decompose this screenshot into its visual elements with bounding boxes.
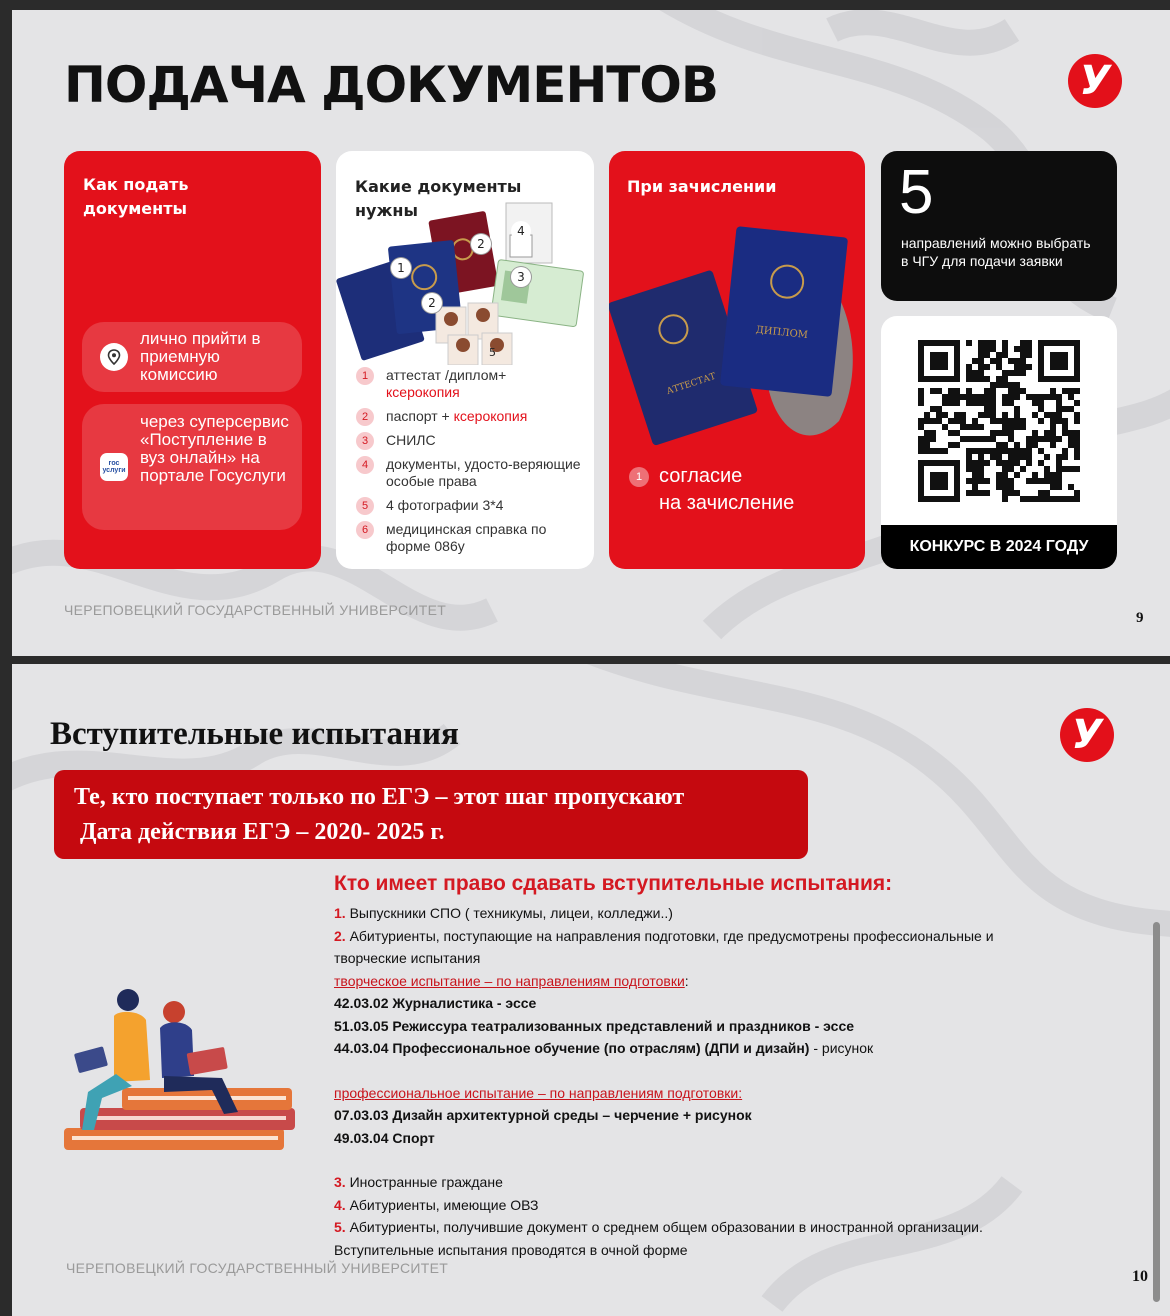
list-item: 1. Выпускники СПО ( техникумы, лицеи, колледжи..): [334, 905, 673, 921]
ege-notice-banner: [54, 770, 808, 859]
directions-count: 5: [899, 158, 934, 227]
program-item: 51.03.05 Режиссура театрализованных представлений и праздников - эссе: [334, 1017, 855, 1034]
qr-card: [881, 316, 1117, 569]
card-five-directions: [881, 151, 1117, 301]
slide-9: [12, 10, 1170, 656]
gosuslugi-icon: гос услуги: [100, 453, 128, 481]
card-heading: При зачислении: [627, 177, 777, 196]
documents-list: [356, 367, 581, 562]
list-item: 3. Иностранные граждане: [334, 1174, 503, 1190]
footer-university: ЧЕРЕПОВЕЦКИЙ ГОСУДАРСТВЕННЫЙ УНИВЕРСИТЕТ: [66, 1260, 449, 1276]
scrollbar[interactable]: [1153, 922, 1160, 1302]
page-title: Вступительные испытания: [50, 716, 459, 752]
card-on-enrollment: [609, 151, 865, 569]
directions-text: направлений можно выбрать в ЧГУ для подачи заявки: [901, 235, 1091, 269]
diploma-illustration: [609, 211, 865, 461]
list-item: 1 аттестат /диплом+ ксерокопия: [356, 367, 581, 401]
card-heading: Как подать документы: [83, 175, 189, 218]
doc-label: 1: [391, 258, 411, 278]
doc-label: 2: [422, 293, 442, 313]
list-item: 5. Абитуриенты, получившие документ о среднем общем образовании в иностранной организации.: [334, 1219, 983, 1235]
banner-line: Дата действия ЕГЭ – 2020- 2025 г.: [80, 819, 445, 845]
doc-label: 4: [511, 221, 531, 241]
list-item: 6 медицинская справка по форме 086у: [356, 521, 581, 555]
list-item: 4. Абитуриенты, имеющие ОВЗ: [334, 1196, 539, 1213]
university-logo: У: [1060, 708, 1114, 762]
consent-item: 1 согласие на зачисление: [629, 463, 794, 517]
doc-label: 3: [511, 267, 531, 287]
doc-label: 2: [471, 234, 491, 254]
footer-university: ЧЕРЕПОВЕЦКИЙ ГОСУДАРСТВЕННЫЙ УНИВЕРСИТЕТ: [64, 602, 447, 618]
list-item: 2. Абитуриенты, поступающие на направления подготовки, где предусмотрены профессиональные и: [334, 927, 994, 944]
section-heading: Кто имеет право сдавать вступительные испытания:: [334, 872, 893, 895]
note: Вступительные испытания проводятся в очной форме: [334, 1241, 688, 1258]
program-item: 44.03.04 Профессиональное обучение (по отраслям) (ДПИ и дизайн) - рисунок: [334, 1040, 874, 1056]
svg-text:АТТЕСТАТ: АТТЕСТАТ: [665, 371, 718, 398]
qr-code[interactable]: [918, 340, 1080, 502]
professional-test-heading: профессиональное испытание – по направлениям подготовки:: [334, 1084, 743, 1101]
option-in-person: [82, 322, 302, 392]
card-required-documents: [336, 151, 594, 569]
program-item: 49.03.04 Спорт: [334, 1129, 435, 1146]
creative-test-heading: творческое испытание – по направлениям подготовки:: [334, 972, 689, 989]
list-item: 3 СНИЛС: [356, 432, 581, 449]
program-item: 42.03.02 Журналистика - эссе: [334, 995, 537, 1011]
list-item-continuation: творческие испытания: [334, 950, 481, 966]
doc-label: 5: [489, 346, 496, 359]
page-number: 10: [1132, 1268, 1148, 1285]
list-item: 5 4 фотографии 3*4: [356, 497, 581, 514]
option-text: лично прийти в приемную комиссию: [140, 329, 261, 384]
page-number: 9: [1136, 610, 1144, 626]
location-pin-icon: [100, 343, 128, 371]
list-item: 2 паспорт + ксерокопия: [356, 408, 581, 425]
eligibility-section: [334, 870, 1134, 1261]
card-how-to-submit: [64, 151, 321, 569]
program-item: 07.03.03 Дизайн архитектурной среды – черчение + рисунок: [334, 1107, 752, 1123]
students-illustration: [62, 980, 312, 1160]
contest-2024-button[interactable]: КОНКУРС В 2024 ГОДУ: [881, 525, 1117, 569]
svg-text:ДИПЛОМ: ДИПЛОМ: [755, 324, 809, 342]
slide-10: [12, 664, 1170, 1316]
page-title: ПОДАЧА ДОКУМЕНТОВ: [64, 56, 719, 114]
banner-line: Те, кто поступает только по ЕГЭ – этот шаг пропускают: [74, 784, 685, 810]
option-gosuslugi: [82, 404, 302, 530]
card-heading: Какие документы нужны: [355, 177, 522, 220]
documents-illustration: [336, 195, 594, 365]
university-logo: У: [1068, 54, 1122, 108]
list-item: 4 документы, удосто-веряющие особые права: [356, 456, 581, 490]
option-text: через суперсервис «Поступление в вуз онлайн» на портале Госуслуги: [140, 412, 289, 485]
